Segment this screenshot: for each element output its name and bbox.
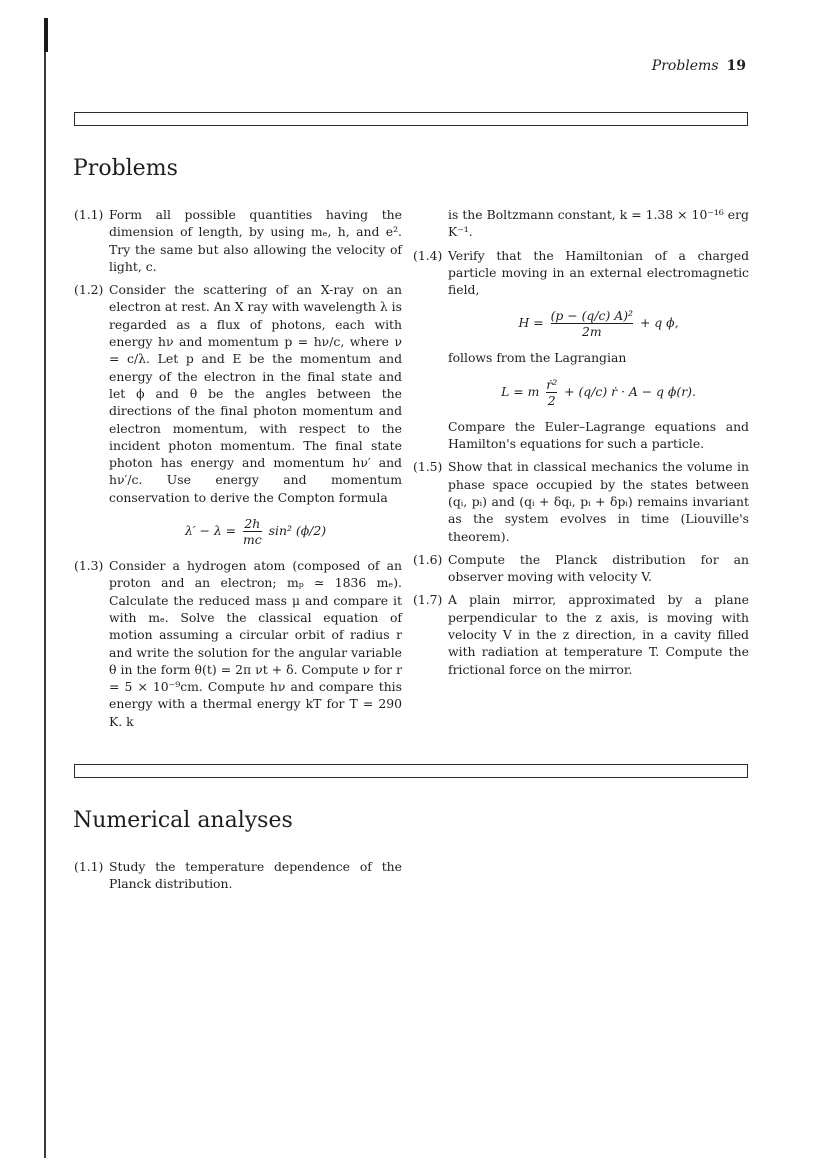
- problem-number: (1.6): [413, 551, 443, 567]
- problem-number: (1.7): [413, 592, 443, 608]
- problem-1-2: [74, 281, 402, 547]
- problem-1-3: [74, 557, 402, 730]
- problem-1-3-continuation: is the Boltzmann constant, k = 1.38 × 10⁻¹⁶ erg K⁻¹.: [448, 207, 749, 240]
- section-title-numerical: Numerical analyses: [73, 808, 293, 833]
- problem-text: Study the temperature dependence of the Planck distribution.: [109, 859, 402, 892]
- eq-denominator: 2: [547, 392, 556, 408]
- problem-text: Form all possible quantities having the dimension of length, by using mₑ, h, and e². Try the same but also allowing the velocity of light, c.: [109, 207, 402, 274]
- eq-fraction: [546, 377, 557, 408]
- page-number: 19: [726, 58, 746, 74]
- page-binding-edge: [44, 18, 46, 1158]
- eq-numerator: 2h: [244, 516, 261, 532]
- problem-1-1: [74, 206, 402, 275]
- problem-text: Consider a hydrogen atom (composed of an proton and an electron; mₚ ≃ 1836 mₑ). Calculate the reduced mass μ and compare it with mₑ. Solve the classical equation of motion assuming a circular orbit of radius r and write the solution for the angular variable θ in the form θ(t) = 2π νt + δ. Compute ν for r = 5 × 10⁻⁹cm. Compute hν and compare this energy with a thermal energy kT for T = 290 K. k: [109, 558, 402, 729]
- eq-fraction: [243, 516, 262, 547]
- running-header-title: Problems: [651, 58, 719, 74]
- page-binding-tick: [44, 18, 48, 52]
- problem-1-6: [413, 551, 749, 586]
- numerical-column: [74, 858, 402, 899]
- problem-text: A plain mirror, approximated by a plane perpendicular to the z axis, is moving with velocity V in the z direction, in a cavity filled with radiation at temperature T. Compute the frictional force on the mirror.: [448, 592, 749, 677]
- lagrangian-equation: [448, 377, 749, 408]
- problem-number: (1.4): [413, 247, 443, 263]
- problems-left-column: [74, 206, 402, 736]
- eq-rhs: + q ϕ,: [639, 315, 679, 331]
- problem-text: Compute the Planck distribution for an observer moving with velocity V.: [448, 551, 749, 585]
- eq-numerator: (p − (q/c) A)²: [550, 308, 633, 324]
- problem-text: Show that in classical mechanics the volume in phase space occupied by the states between (qᵢ, pᵢ) and (qᵢ + δqᵢ, pᵢ + δpᵢ) remains invariant as the system evolves in time (Liouville's theorem).: [448, 459, 749, 544]
- problem-number: (1.1): [74, 207, 104, 222]
- problem-number: (1.2): [74, 282, 104, 298]
- eq-rhs: sin² (ϕ/2): [268, 523, 327, 539]
- section-title-problems: Problems: [73, 156, 178, 181]
- problem-number: (1.5): [413, 459, 443, 475]
- problem-text: Consider the scattering of an X-ray on an electron at rest. An X ray with wavelength λ is regarded as a flux of photons, each with energy hν and momentum p = hν/c, where ν = c/λ. Let p and E be the momentum and energy of the electron in the final state and let ϕ and θ be the angles between the directions of the final photon momentum and electron momentum, with respect to the incident photon momentum. The final state photon has energy and momentum hν′ and hν′/c. Use energy and momentum conservation to derive the Compton formula: [109, 282, 402, 505]
- eq-fraction: [551, 308, 633, 339]
- problem-1-5: [413, 458, 749, 544]
- section-rule-numerical: [74, 764, 748, 778]
- problem-text: Verify that the Hamiltonian of a charged particle moving in an external electromagnetic field,: [448, 247, 749, 298]
- problem-text-mid: follows from the Lagrangian: [448, 350, 627, 366]
- eq-lhs: H =: [518, 315, 544, 331]
- numerical-1-1: [74, 858, 402, 893]
- problem-number: (1.1): [74, 859, 104, 874]
- eq-lhs: λ′ − λ =: [184, 523, 237, 539]
- running-header: [652, 58, 746, 74]
- problem-text-after: Compare the Euler–Lagrange equations and Hamilton's equations for such a particle.: [448, 418, 749, 452]
- eq-denominator: 2m: [551, 323, 633, 339]
- problem-number: (1.3): [74, 558, 104, 574]
- eq-rhs: + (q/c) ṙ · A − q ϕ(r).: [564, 383, 696, 399]
- eq-numerator: ṙ²: [546, 376, 558, 392]
- eq-denominator: mc: [243, 532, 262, 548]
- section-rule-problems: [74, 112, 748, 126]
- problems-right-column: [413, 206, 749, 684]
- problem-1-7: [413, 591, 749, 677]
- problem-1-4: [413, 247, 749, 453]
- compton-formula: [109, 516, 402, 547]
- hamiltonian-equation: [448, 308, 749, 339]
- eq-lhs: L = m: [501, 383, 540, 399]
